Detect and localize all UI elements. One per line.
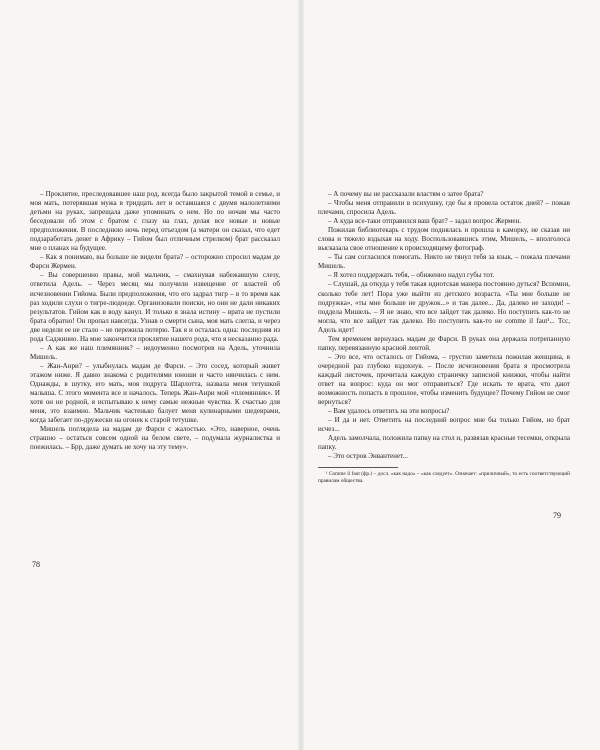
- paragraph: – Это остров Энвантенет...: [328, 452, 408, 461]
- paragraph: – Я хотел поддержать тебя, – обиженно надул губы тот.: [328, 271, 495, 280]
- paragraph: – Слушай, да откуда у тебя такая идиотская манера постоянно дуться? Вспомни, сколько тебе лет! Пора уже выйти из детского возраста. «Ты мне больше не подружка», «ты мне больше не дружок...» и так далее... Да, далеко не заходи! – поддела Мишель. – Я не знаю, что все зайдет так далеко. Но поступить как-то не могла, что все зайдет так далеко. Но поступить как-то не comme il faut¹... Тсс, Адель идет!: [318, 280, 570, 334]
- book-gutter: [298, 0, 304, 750]
- paragraph: Пожилая библиотекарь с трудом поднялась и прошла в каморку, не сказав ни слова и тяжело вздыхая на ходу. Воспользовавшись этим, Мишель, – вполголоса высказала свое отношение к происходящему фотограф.: [318, 226, 570, 253]
- page-number-right: 79: [553, 511, 561, 520]
- paragraph: – А почему вы не рассказали властям о затее брата?: [328, 190, 484, 198]
- paragraph: – Это все, что осталось от Гийома, – грустно заметила пожилая женщина, в очередной раз глубоко вздохнув. – После исчезновения брата я просмотрела каждый листочек, прочитала каждую страничку записной книжки, чтобы найти ответ на вопрос: куда он мог отправиться? Где искать те врата, что дают возможность попасть в прошлое, чтобы изменить будущее? Почему Гийом не смог вернуться?: [318, 352, 570, 407]
- paragraph: – Вам удалось ответить на эти вопросы?: [328, 407, 450, 416]
- paragraph: – Жан-Анри? – улыбнулась мадам де Фарси. – Это сосед, который живет этажом ниже. Я давно знакома с родителями юноши и часто нянчилась с ним. Однажды, в шутку, его мать, моя подруга Шарлотта, назвала меня тетушкой малыша. С этого момента все и началось. Теперь Жан-Анри мой «племянник». И хотя он не родной, я испытываю к нему самые нежные чувства. К счастью для меня, это взаимно. Мальчик частенько балует меня кулинарными шедеврами, когда забегает по-дружески на огонек к старой тетушке.: [30, 361, 280, 425]
- paragraph: Адель замолчала, положила папку на стол и, развязав красные тесемки, открыла папку.: [318, 434, 570, 452]
- right-page: [318, 190, 570, 485]
- paragraph: Тем временем вернулась мадам де Фарси. В руках она держала потрепанную папку, перевязанную красной лентой.: [318, 334, 570, 352]
- paragraph: – Как я понимаю, вы больше не видели брата? – осторожно спросил мадам де Фарси Жермен.: [30, 253, 280, 271]
- footnote-divider: [318, 467, 398, 468]
- paragraph: – А куда все-таки отправился ваш брат? – задал вопрос Жермен.: [328, 217, 522, 226]
- paragraph: – А как же наш племянник? – недоуменно посмотрев на Адель, уточнила Мишель.: [30, 343, 280, 361]
- paragraph: – И да и нет. Ответить на последний вопрос мне бы только Гийом, но брат исчез...: [318, 416, 570, 434]
- page-number-left: 78: [32, 560, 40, 569]
- left-page: [30, 190, 280, 452]
- paragraph: Мишель поглядела на мадам де Фарси с жалостью. «Это, наверное, очень страшно – остаться совсем одной на белом свете, – подумала журналистка и поежилась. – Брр, даже думать не хочу на эту тему».: [30, 425, 280, 452]
- paragraph: – Ты сам согласился помогать. Никто не тянул тебя за язык, – пожала плечами Мишель.: [318, 253, 570, 271]
- paragraph: – Чтобы меня отправили в психушку, где бы я провела остаток дней? – пожав плечами, спросила Адель.: [318, 199, 570, 217]
- footnote: ¹ Comme il faut (фр.) – досл. «как надо» – «как следует». Означает: «приличный», то есть соответствующий правилам общества.: [318, 471, 570, 484]
- paragraph: – Вы совершенно правы, мой мальчик, – смахнувая набежавшую слезу, ответила Адель. – Через месяц мы получили извещение от властей об исчезновении Гийома. Были предположения, что его задрал тигр – в то время как раз ходили слухи о тигре-людоеде. Организовали поиски, но они не дали никаких результатов. Гийом как в воду канул. И только я знала истину – врата не пустили брата обратно! Он пропал навсегда. Узнав о смерти сына, моя мать слегла, и через две недели ее не стало – не пережила потерю. Так я и осталась одна: последняя из рода Саджинио. На мне закончится проклятие нашего рода, что я несказанно рада.: [30, 271, 280, 343]
- paragraph: – Проклятие, преследовавшее наш род, всегда было закрытой темой в семье, и моя мать, потерявшая мужа в тридцать лет и оставшаяся с двумя малолетними детьми на руках, запрещала даже упоминать о нем. Но по ночам мы часто беседовали об этом с братом с глазу на глаз, делая все новые и новые предположения. В последнюю ночь перед отъездом (а матери он сказал, что едет подзаработать денег в Африку – Гийом был отличным стрелком) брат рассказал мне о планах на будущее.: [30, 190, 280, 253]
